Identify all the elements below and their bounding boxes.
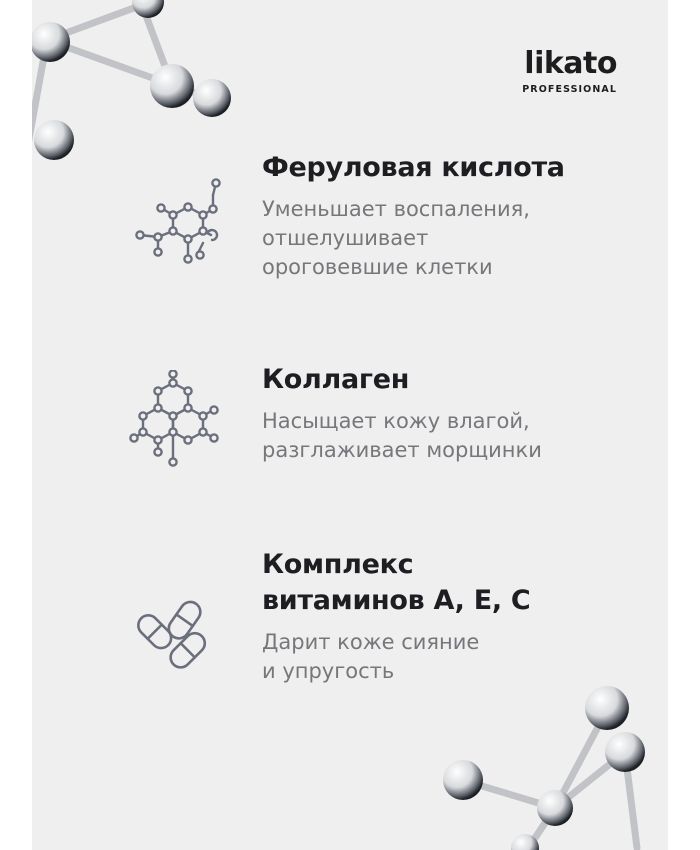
vitamin-capsules-icon <box>132 593 222 683</box>
feature-title: Комплекс витаминов A, E, C <box>262 549 531 616</box>
brand-logo <box>522 47 617 95</box>
feature-title: Коллаген <box>262 364 410 395</box>
collagen-molecule-icon <box>128 370 228 470</box>
molecule-illustration-top <box>32 0 252 180</box>
feature-description: Дарит коже сияние и упругость <box>262 630 480 683</box>
molecule-illustration-bottom <box>427 680 668 850</box>
feature-description: Уменьшает воспаления, отшелушивает ороговевшие клетки <box>262 197 530 279</box>
feature-title: Феруловая кислота <box>262 152 565 183</box>
product-benefits-card <box>32 0 668 850</box>
brand-subtitle: PROFESSIONAL <box>522 84 617 95</box>
ferulic-acid-molecule-icon <box>128 175 228 275</box>
brand-name: likato <box>524 46 617 81</box>
feature-description: Насыщает кожу влагой, разглаживает морщинки <box>262 409 542 462</box>
